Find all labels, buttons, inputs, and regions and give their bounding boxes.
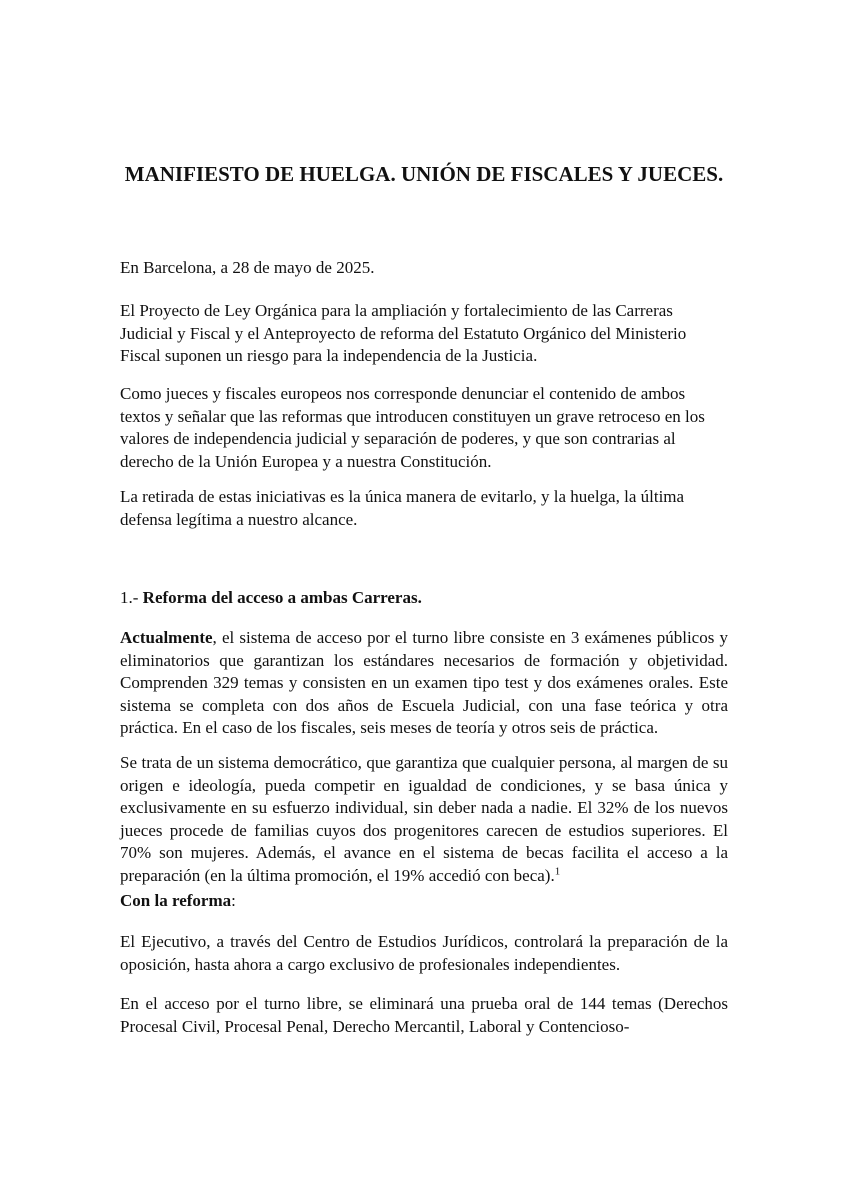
section-1-title: Reforma del acceso a ambas Carreras.: [142, 588, 422, 607]
reform-colon: :: [231, 891, 236, 910]
reform-paragraph-1: El Ejecutivo, a través del Centro de Estudios Jurídicos, controlará la preparación de la oposición, hasta ahora a cargo exclusivo de profesionales independientes.: [120, 932, 728, 974]
current-text: , el sistema de acceso por el turno libre consiste en 3 exámenes públicos y eliminatorios que garantizan los estándares necesarios de formación y objetividad. Comprenden 329 temas y consisten en un examen tipo test y dos exámenes orales. Este sistema se completa con dos años de Escuela Judicial, con una fase teórica y otra práctica. En el caso de los fiscales, seis meses de teoría y otros seis de práctica.: [120, 628, 728, 737]
document-title: MANIFIESTO DE HUELGA. UNIÓN DE FISCALES Y JUECES.: [124, 162, 724, 186]
footnote-marker: 1: [554, 864, 561, 877]
section-1-number: 1.-: [120, 588, 139, 607]
intro-paragraph-2: Como jueces y fiscales europeos nos corresponde denunciar el contenido de ambos textos y señalar que las reformas que introducen constituyen un grave retroceso en los valores de independencia judicial y separación de poderes, y que son contrarias al derecho de la Unión Europea y a nuestra Constitución.: [120, 384, 705, 471]
current-label: Actualmente: [120, 628, 213, 647]
reform-label: Con la reforma: [120, 891, 232, 910]
section-1-heading: [120, 587, 728, 610]
intro-paragraph-3: La retirada de estas iniciativas es la única manera de evitarlo, y la huelga, la última defensa legítima a nuestro alcance.: [120, 487, 685, 529]
democratic-text: Se trata de un sistema democrático, que garantiza que cualquier persona, al margen de su origen e ideología, pueda competir en igualdad de condiciones, y se basa única y exclusivamente en su esfuerzo individual, sin deber nada a nadie. El 32% de los nuevos jueces procede de familias cuyos dos progenitores carecen de estudios superiores. El 70% son mujeres. Además, el avance en el sistema de becas facilita el acceso a la preparación (en la última promoción, el 19% accedió con beca).: [120, 753, 728, 885]
reform-heading: [120, 890, 728, 913]
democratic-paragraph: [120, 752, 728, 887]
intro-paragraph-1: El Proyecto de Ley Orgánica para la ampliación y fortalecimiento de las Carreras Judicial y Fiscal y el Anteproyecto de reforma del Estatuto Orgánico del Ministerio Fiscal suponen un riesgo para la independencia de la Justicia.: [120, 301, 687, 365]
reform-paragraph-2: En el acceso por el turno libre, se eliminará una prueba oral de 144 temas (Derechos Procesal Civil, Procesal Penal, Derecho Mercantil, Laboral y Contencioso-: [120, 994, 728, 1036]
date-line: En Barcelona, a 28 de mayo de 2025.: [120, 258, 375, 277]
current-system-paragraph: [120, 627, 728, 740]
